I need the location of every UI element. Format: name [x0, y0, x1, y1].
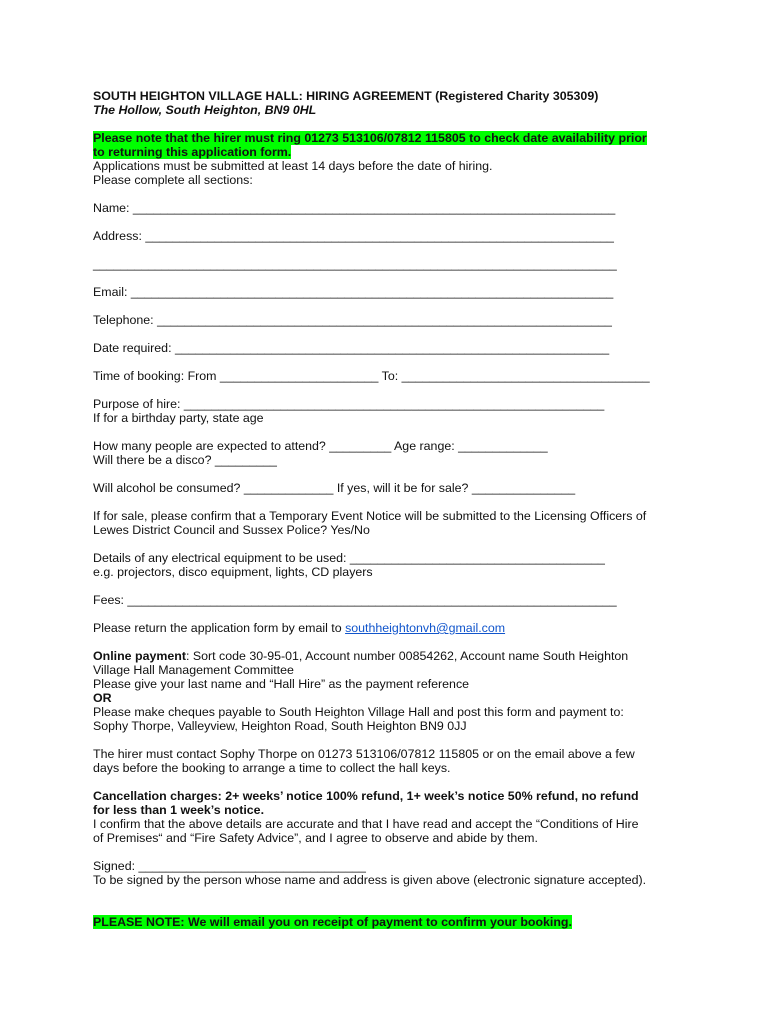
alcohol-field[interactable]: Will alcohol be consumed? _____________ If yes, will it be for sale? _______________: [93, 481, 576, 495]
highlighted-final-notice: PLEASE NOTE: We will email you on receipt of payment to confirm your booking.: [93, 915, 572, 929]
return-instruction: [93, 621, 505, 635]
final-notice: [93, 915, 572, 929]
email-field[interactable]: Email: ______________________________________________________________________: [93, 285, 614, 299]
birthday-note: If for a birthday party, state age: [93, 411, 264, 425]
highlighted-notice: Please note that the hirer must ring 01273 513106/07812 115805 to check date availability prior: [93, 131, 647, 145]
time-of-booking-field[interactable]: Time of booking: From _______________________ To: ____________________________________: [93, 369, 650, 383]
keys-contact-line2: days before the booking to arrange a time to collect the hall keys.: [93, 761, 451, 775]
signature-note: To be signed by the person whose name and address is given above (electronic signature accepted).: [93, 873, 647, 887]
availability-notice-line1: [93, 131, 647, 145]
confirmation-line2: of Premises“ and “Fire Safety Advice”, and I agree to observe and abide by them.: [93, 831, 538, 845]
temporary-event-notice-line1: If for sale, please confirm that a Temporary Event Notice will be submitted to the Licensing Officers of: [93, 509, 647, 523]
complete-instruction: Please complete all sections:: [93, 173, 253, 187]
highlighted-notice: to returning this application form.: [93, 145, 292, 159]
cancellation-charges-line2: for less than 1 week’s notice.: [93, 803, 265, 817]
telephone-field[interactable]: Telephone: __________________________________________________________________: [93, 313, 612, 327]
attendance-field[interactable]: How many people are expected to attend? _________ Age range: _____________: [93, 439, 548, 453]
online-payment-label: Online payment: [93, 649, 186, 663]
email-link[interactable]: southheightonvh@gmail.com: [345, 621, 506, 635]
online-payment-details: : Sort code 30-95-01, Account number 00854262, Account name South Heighton: [185, 649, 629, 663]
cheques-instruction: Please make cheques payable to South Heighton Village Hall and post this form and payment to:: [93, 705, 624, 719]
document-title: SOUTH HEIGHTON VILLAGE HALL: HIRING AGREEMENT (Registered Charity 305309): [93, 89, 599, 103]
name-field[interactable]: Name: ______________________________________________________________________: [93, 201, 616, 215]
return-text: Please return the application form by email to: [93, 621, 346, 635]
applications-deadline: Applications must be submitted at least 14 days before the date of hiring.: [93, 159, 493, 173]
cancellation-charges-line1: Cancellation charges: 2+ weeks’ notice 100% refund, 1+ week’s notice 50% refund, no refund: [93, 789, 639, 803]
or-separator: OR: [93, 691, 112, 705]
online-payment-line2: Village Hall Management Committee: [93, 663, 294, 677]
keys-contact-line1: The hirer must contact Sophy Thorpe on 01273 513106/07812 115805 or on the email above a few: [93, 747, 635, 761]
electrical-equipment-field[interactable]: Details of any electrical equipment to be used: _____________________________________: [93, 551, 605, 565]
disco-field[interactable]: Will there be a disco? _________: [93, 453, 277, 467]
confirmation-line1: I confirm that the above details are accurate and that I have read and accept the “Conditions of Hire: [93, 817, 639, 831]
electrical-equipment-example: e.g. projectors, disco equipment, lights, CD players: [93, 565, 373, 579]
purpose-of-hire-field[interactable]: Purpose of hire: _____________________________________________________________: [93, 397, 605, 411]
online-payment-line1: [93, 649, 628, 663]
address-field[interactable]: Address: ____________________________________________________________________: [93, 229, 614, 243]
payment-reference: Please give your last name and “Hall Hire” as the payment reference: [93, 677, 470, 691]
hall-address: The Hollow, South Heighton, BN9 0HL: [93, 103, 317, 117]
signature-field[interactable]: Signed: _________________________________: [93, 859, 366, 873]
address-field-line2[interactable]: ____________________________________________________________________________: [93, 257, 617, 271]
availability-notice-line2: [93, 145, 291, 159]
temporary-event-notice-line2: Lewes District Council and Sussex Police? Yes/No: [93, 523, 370, 537]
fees-field[interactable]: Fees: _______________________________________________________________________: [93, 593, 617, 607]
date-required-field[interactable]: Date required: _______________________________________________________________: [93, 341, 610, 355]
postal-address: Sophy Thorpe, Valleyview, Heighton Road, South Heighton BN9 0JJ: [93, 719, 467, 733]
